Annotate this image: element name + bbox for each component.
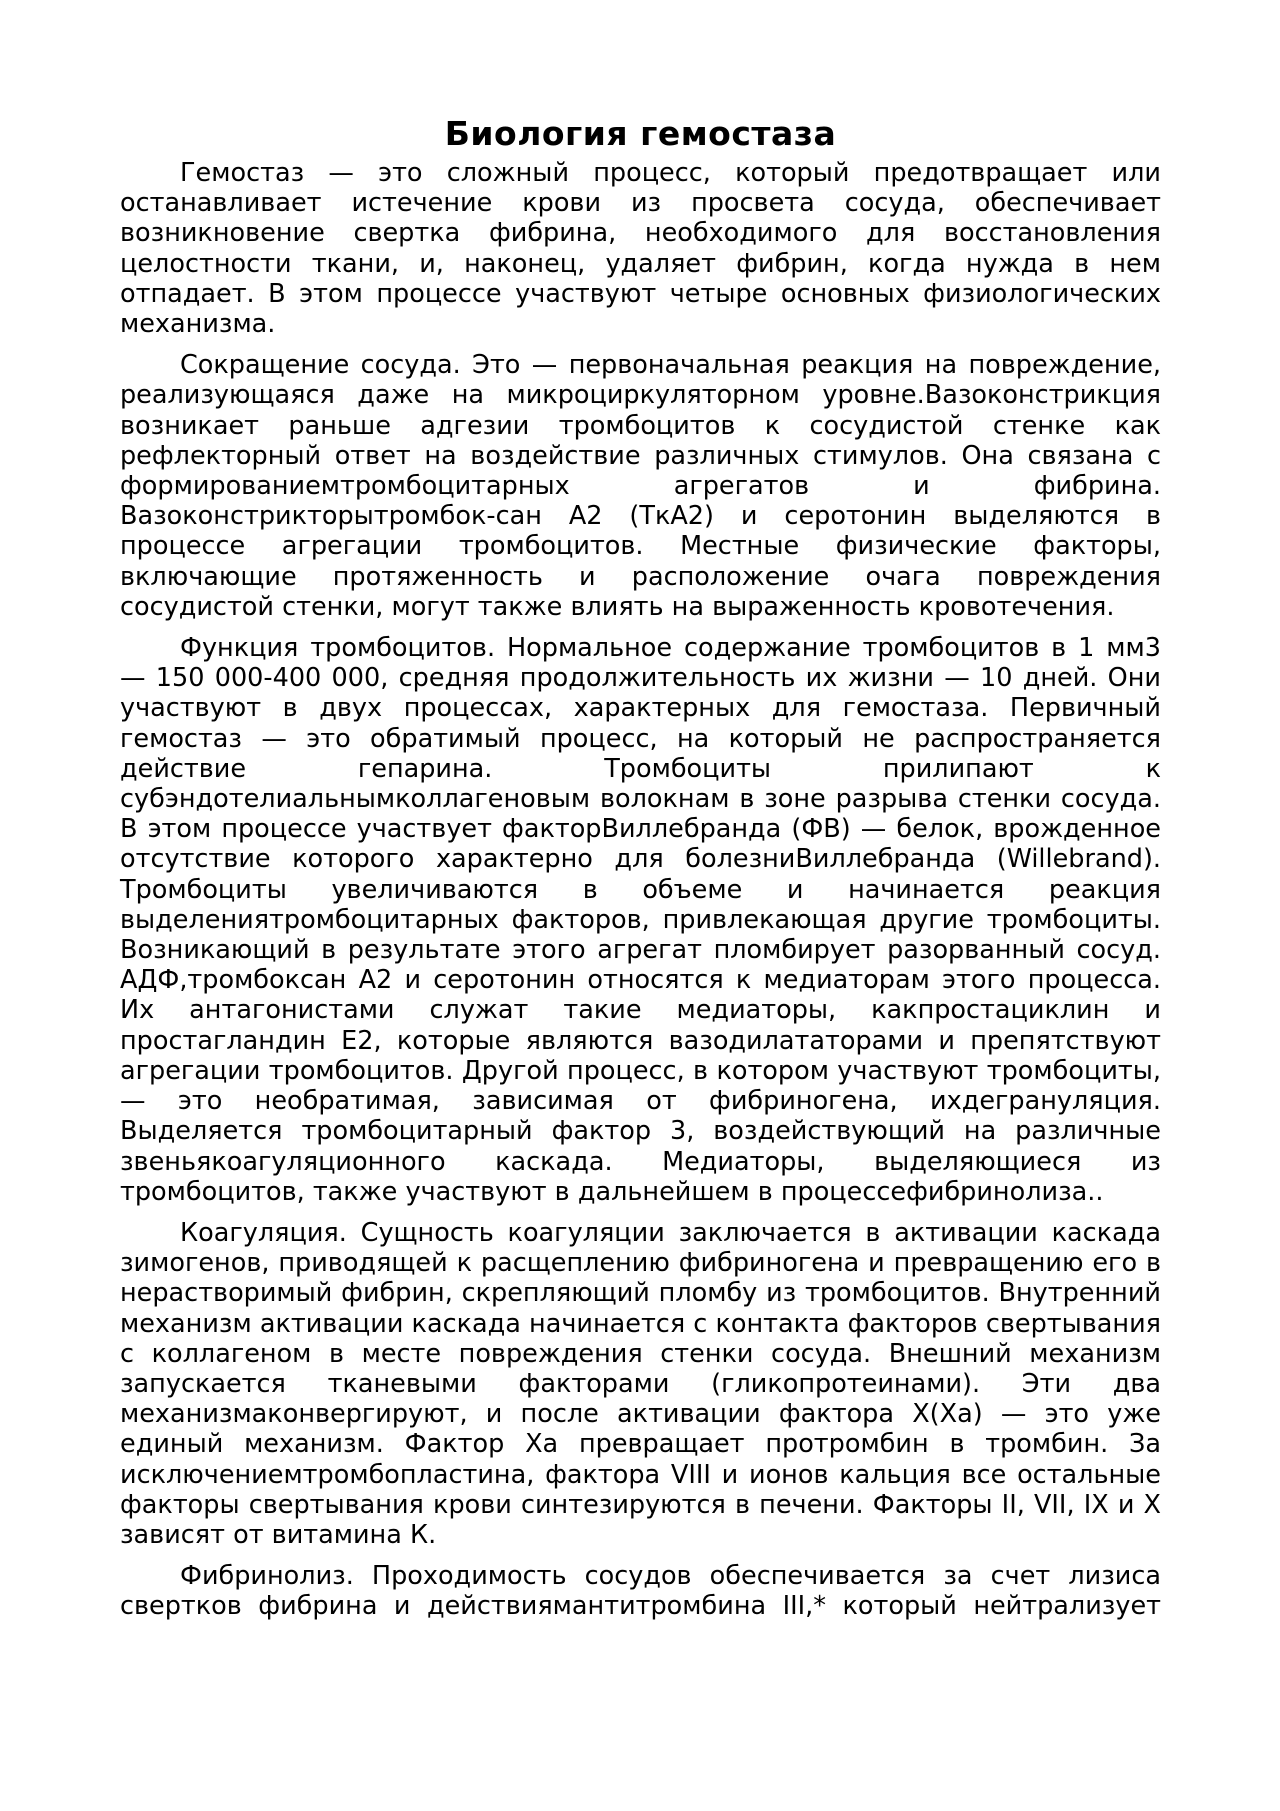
document-page [120,112,1161,1622]
document-title: Биология гемостаза [444,114,837,153]
paragraph-vessel-contraction: Сокращение сосуда. Это — первоначальная реакция на повреждение, реализующаяся даже на микроциркуляторном уровне.Вазоконстрикция возникает раньше адгезии тромбоцитов к сосудистой стенке как рефлекторный ответ на воздействие различных стимулов. Она связана с формированиемтромбоцитарных агрегатов и фибрина. Вазоконстрикторытромбок-сан А2 (ТкА2) и серотонин выделяются в процессе агрегации тромбоцитов. Местные физические факторы, включающие протяженность и расположение очага повреждения сосудистой стенки, могут также влиять на выраженность кровотечения. [120,350,1161,622]
paragraph-coagulation: Коагуляция. Сущность коагуляции заключается в активации каскада зимогенов, приводящей к расщеплению фибриногена и превращению его в нерастворимый фибрин, скрепляющий пломбу из тромбоцитов. Внутренний механизм активации каскада начинается с контакта факторов свертывания с коллагеном в месте повреждения стенки сосуда. Внешний механизм запускается тканевыми факторами (гликопротеинами). Эти два механизмаконвергируют, и после активации фактора Х(Ха) — это уже единый механизм. Фактор Ха превращает протромбин в тромбин. За исключениемтромбопластина, фактора VIII и ионов кальция все остальные факторы свертывания крови синтезируются в печени. Факторы II, VII, IX и X зависят от витамина К. [120,1217,1161,1550]
paragraph-hemostasis-intro: Гемостаз — это сложный процесс, который предотвращает или останавливает истечение крови из просвета сосуда, обеспечивает возникновение свертка фибрина, необходимого для восстановления целостности ткани, и, наконец, удаляет фибрин, когда нужда в нем отпадает. В этом процессе участвуют четыре основных физиологических механизма. [120,158,1161,340]
paragraph-platelet-function: Функция тромбоцитов. Нормальное содержание тромбоцитов в 1 мм3 — 150 000-400 000, средняя продолжительность их жизни — 10 дней. Они участвуют в двух процессах, характерных для гемостаза. Первичный гемостаз — это обратимый процесс, на который не распространяется действие гепарина. Тромбоциты прилипают к субэндотелиальнымколлагеновым волокнам в зоне разрыва стенки сосуда. В этом процессе участвует факторВиллебранда (ФВ) — белок, врожденное отсутствие которого характерно для болезниВиллебранда (Willebrand). Тромбоциты увеличиваются в объеме и начинается реакция выделениятромбоцитарных факторов, привлекающая другие тромбоциты. Возникающий в результате этого агрегат пломбирует разорванный сосуд. АДФ,тромбоксан А2 и серотонин относятся к медиаторам этого процесса. Их антагонистами служат такие медиаторы, какпростациклин и простагландин Е2, которые являются вазодилататорами и препятствуют агрегации тромбоцитов. Другой процесс, в котором участвуют тромбоциты, — это необратимая, зависимая от фибриногена, ихдегрануляция. Выделяется тромбоцитарный фактор 3, воздействующий на различные звеньякоагуляционного каскада. Медиаторы, выделяющиеся из тромбоцитов, также участвуют в дальнейшем в процессефибринолиза.. [120,633,1161,1207]
paragraph-fibrinolysis: Фибринолиз. Проходимость сосудов обеспечивается за счет лизиса свертков фибрина и действиямантитромбина III,* который нейтрализует [120,1561,1161,1622]
